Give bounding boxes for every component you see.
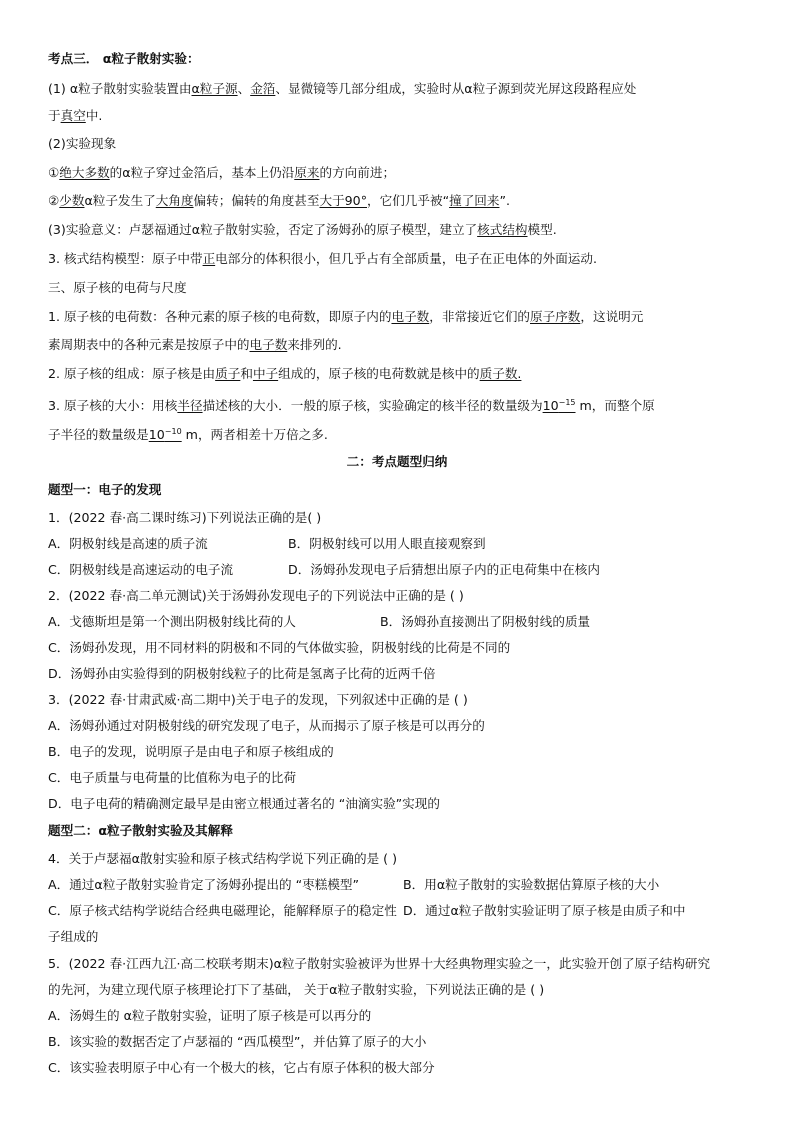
- section3-p6: 3. 核式结构模型：原子中带正电部分的体积很小，但几乎占有全部质量，电子在正电体的外面运动.: [48, 251, 597, 266]
- q5-option-a[interactable]: A．汤姆生的 α粒子散射实验，证明了原子核是可以再分的: [48, 1008, 372, 1023]
- q3-option-a[interactable]: A．汤姆孙通过对阴极射线的研究发现了电子，从而揭示了原子核是可以再分的: [48, 718, 485, 733]
- q3-option-c[interactable]: C．电子质量与电荷量的比值称为电子的比荷: [48, 770, 297, 785]
- section3-p1: (1) α粒子散射实验装置由α粒子源、金箔、显微镜等几部分组成，实验时从α粒子源到荧光屏这段路程应处: [48, 81, 637, 96]
- q1-option-d[interactable]: D．汤姆孙发现电子后猜想出原子内的正电荷集中在核内: [288, 562, 600, 577]
- section3-p4: ②少数α粒子发生了大角度偏转；偏转的角度甚至大于90°，它们几乎被“撞了回来”.: [48, 193, 510, 208]
- q4-options-cd: [48, 902, 748, 920]
- section3-title: 考点三． α粒子散射实验：: [48, 51, 200, 66]
- q1-option-b[interactable]: B．阴极射线可以用人眼直接观察到: [288, 536, 486, 551]
- q4-option-d[interactable]: D．通过α粒子散射实验证明了原子核是由质子和中: [403, 903, 686, 918]
- section3-p5: (3)实验意义：卢瑟福通过α粒子散射实验，否定了汤姆孙的原子模型，建立了核式结构模型.: [48, 222, 557, 237]
- q2-option-d[interactable]: D．汤姆孙由实验得到的阴极射线粒子的比荷是氢离子比荷的近两千倍: [48, 666, 436, 681]
- section3-p3: ①绝大多数的α粒子穿过金箔后，基本上仍沿原来的方向前进；: [48, 165, 396, 180]
- q3-option-b[interactable]: B．电子的发现，说明原子是由电子和原子核组成的: [48, 744, 334, 759]
- type1-title: 题型一：电子的发现: [48, 482, 162, 497]
- nucleus-p2: 2. 原子核的组成：原子核是由质子和中子组成的，原子核的电荷数就是核中的质子数.: [48, 366, 522, 381]
- q1-option-a[interactable]: A．阴极射线是高速的质子流: [48, 536, 208, 551]
- nucleus-p1-cont: 素周期表中的各种元素是按原子中的电子数来排列的.: [48, 337, 342, 352]
- q5-stem: 5．(2022 春·江西九江·高二校联考期末)α粒子散射实验被评为世界十大经典物理实验之一，此实验开创了原子结构研究: [48, 956, 711, 971]
- nucleus-title: 三、原子核的电荷与尺度: [48, 280, 187, 295]
- q5-option-b[interactable]: B．该实验的数据否定了卢瑟福的 “西瓜模型”，并估算了原子的大小: [48, 1034, 427, 1049]
- q1-stem: 1．(2022 春·高二课时练习)下列说法正确的是( ): [48, 510, 322, 525]
- q3-option-d[interactable]: D．电子电荷的精确测定最早是由密立根通过著名的 “油滴实验”实现的: [48, 796, 440, 811]
- q4-stem: 4．关于卢瑟福α散射实验和原子核式结构学说下列正确的是 ( ): [48, 851, 397, 866]
- q3-stem: 3．(2022 春·甘肃武威·高二期中)关于电子的发现，下列叙述中正确的是 ( ): [48, 692, 468, 707]
- q2-options-ab: [48, 613, 748, 631]
- q4-option-b[interactable]: B．用α粒子散射的实验数据估算原子核的大小: [403, 877, 660, 892]
- nucleus-p1: 1. 原子核的电荷数：各种元素的原子核的电荷数，即原子内的电子数，非常接近它们的原子序数，这说明元: [48, 309, 644, 324]
- q2-option-c[interactable]: C．汤姆孙发现，用不同材料的阴极和不同的气体做实验，阴极射线的比荷是不同的: [48, 640, 511, 655]
- q2-option-b[interactable]: B．汤姆孙直接测出了阴极射线的质量: [380, 614, 591, 629]
- summary-title: 二：考点题型归纳: [346, 454, 448, 469]
- q1-option-c[interactable]: C．阴极射线是高速运动的电子流: [48, 562, 234, 577]
- q4-option-d-cont: 子组成的: [48, 929, 99, 944]
- nucleus-p3: 3. 原子核的大小：用核半径描述核的大小．一般的原子核，实验确定的核半径的数量级为$10^{-15}$ m，而整个原: [48, 398, 655, 414]
- section3-p1-cont: 于真空中.: [48, 108, 103, 123]
- q1-options-ab: [48, 535, 748, 553]
- q1-options-cd: [48, 561, 748, 579]
- q5-stem-cont: 的先河，为建立现代原子核理论打下了基础， 关于α粒子散射实验，下列说法正确的是 ( ): [48, 982, 545, 997]
- section3-p2: (2)实验现象: [48, 136, 117, 151]
- nucleus-p3-cont: 子半径的数量级是$10^{-10}$ m，两者相差十万倍之多.: [48, 427, 328, 443]
- q5-option-c[interactable]: C．该实验表明原子中心有一个极大的核，它占有原子体积的极大部分: [48, 1060, 435, 1075]
- q2-stem: 2．(2022 春·高二单元测试)关于汤姆孙发现电子的下列说法中正确的是 ( ): [48, 588, 464, 603]
- q4-option-c[interactable]: C．原子核式结构学说结合经典电磁理论，能解释原子的稳定性: [48, 903, 397, 918]
- q4-option-a[interactable]: A．通过α粒子散射实验肯定了汤姆孙提出的 “枣糕模型”: [48, 877, 360, 892]
- type2-title: 题型二：α粒子散射实验及其解释: [48, 823, 233, 838]
- q4-options-ab: [48, 876, 748, 894]
- q2-option-a[interactable]: A．戈德斯坦是第一个测出阴极射线比荷的人: [48, 614, 296, 629]
